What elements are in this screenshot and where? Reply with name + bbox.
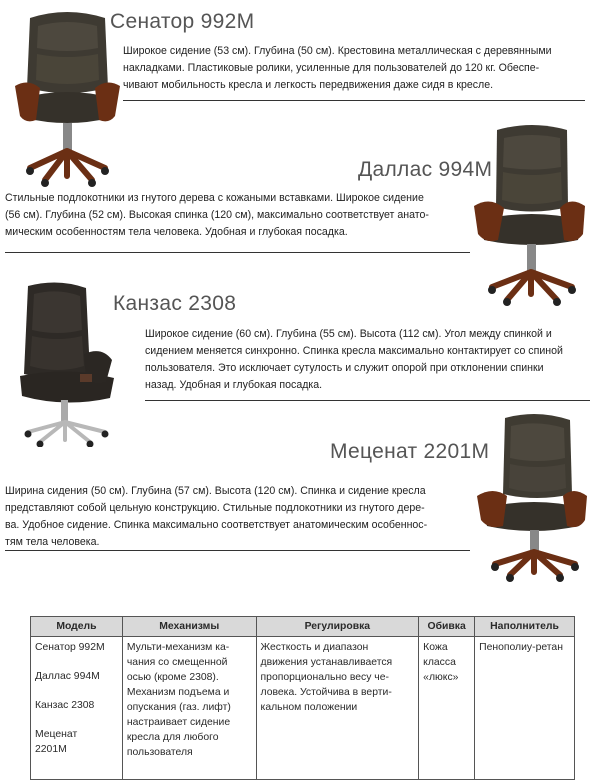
product-desc-kansas xyxy=(145,326,595,394)
spec-table xyxy=(30,616,575,780)
desc-line: Широкое сидение (53 см). Глубина (50 см). Крестовина металлическая с деревянными xyxy=(123,45,552,57)
product-desc-dallas xyxy=(5,190,475,241)
header-model: Модель xyxy=(31,617,123,637)
divider xyxy=(145,400,590,401)
product-title-mecenat: Меценат 2201М xyxy=(330,440,490,463)
desc-line: представляют собой цельную конструкцию. Стильные подлокотники из гнутого дере- xyxy=(5,502,425,514)
desc-line: сидением меняется синхронно. Спинка кресла максимально контактирует со спиной xyxy=(145,345,563,357)
header-regulation: Регулировка xyxy=(256,617,419,637)
desc-line: Ширина сидения (50 см). Глубина (57 см). Высота (120 см). Спинка и сидение кресла xyxy=(5,485,426,497)
header-filler: Наполнитель xyxy=(475,617,575,637)
cell-models xyxy=(31,637,123,780)
divider xyxy=(5,252,470,253)
senator-chair-image xyxy=(10,8,125,188)
desc-line: чивают мобильность кресла и легкость передвижения даже сидя в кресле. xyxy=(123,79,494,91)
desc-line: ва. Удобное сидение. Спинка максимально соответствует анатомическим особеннос- xyxy=(5,519,428,531)
desc-line: Широкое сидение (60 см). Глубина (55 см). Высота (112 см). Угол между спинкой и xyxy=(145,328,552,340)
desc-line: накладками. Пластиковые ролики, усиленные для пользователей до 120 кг. Обеспе- xyxy=(123,62,540,74)
dallas-chair-image xyxy=(472,122,587,307)
cell-regulation: Жесткость и диапазон движения устанавливается пропорционально весу че-ловека. Устойчива в верти-кальном положении xyxy=(256,637,419,780)
product-desc-mecenat xyxy=(5,483,475,551)
product-desc-senator xyxy=(123,43,593,94)
model-name: Меценат 2201М xyxy=(35,729,78,755)
desc-line: пользователя. Это исключает сутулость и служит опорой при отклонении спинки xyxy=(145,362,544,374)
product-title-dallas: Даллас 994М xyxy=(358,158,493,181)
model-name: Канзас 2308 xyxy=(35,700,95,711)
divider xyxy=(5,550,470,551)
desc-line: (56 см). Глубина (52 см). Высокая спинка (120 см), максимально соответствует анато- xyxy=(5,209,429,221)
model-name: Сенатор 992М xyxy=(35,642,105,653)
header-mechanisms: Механизмы xyxy=(122,617,256,637)
cell-upholstery: Кожа класса «люкс» xyxy=(419,637,475,780)
divider xyxy=(123,100,585,101)
table-header-row xyxy=(31,617,575,637)
desc-line: тям тела человека. xyxy=(5,536,100,548)
desc-line: назад. Удобная и глубокая посадка. xyxy=(145,379,323,391)
product-title-senator: Сенатор 992М xyxy=(110,10,255,33)
table-row xyxy=(31,637,575,780)
product-title-kansas: Канзас 2308 xyxy=(113,292,237,315)
header-upholstery: Обивка xyxy=(419,617,475,637)
cell-filler: Пенополиу-ретан xyxy=(475,637,575,780)
desc-line: Стильные подлокотники из гнутого дерева с кожаными вставками. Широкое сидение xyxy=(5,192,424,204)
cell-mechanisms: Мульти-механизм ка-чания со смещенной осью (кроме 2308). Механизм подъема и опускания (газ. лифт) настраивает сидение кресла для любого пользователя xyxy=(122,637,256,780)
model-name: Даллас 994М xyxy=(35,671,100,682)
kansas-chair-image xyxy=(10,282,120,447)
desc-line: мическим особенностям тела человека. Удобная и глубокая посадка. xyxy=(5,226,348,238)
mecenat-chair-image xyxy=(475,412,590,582)
